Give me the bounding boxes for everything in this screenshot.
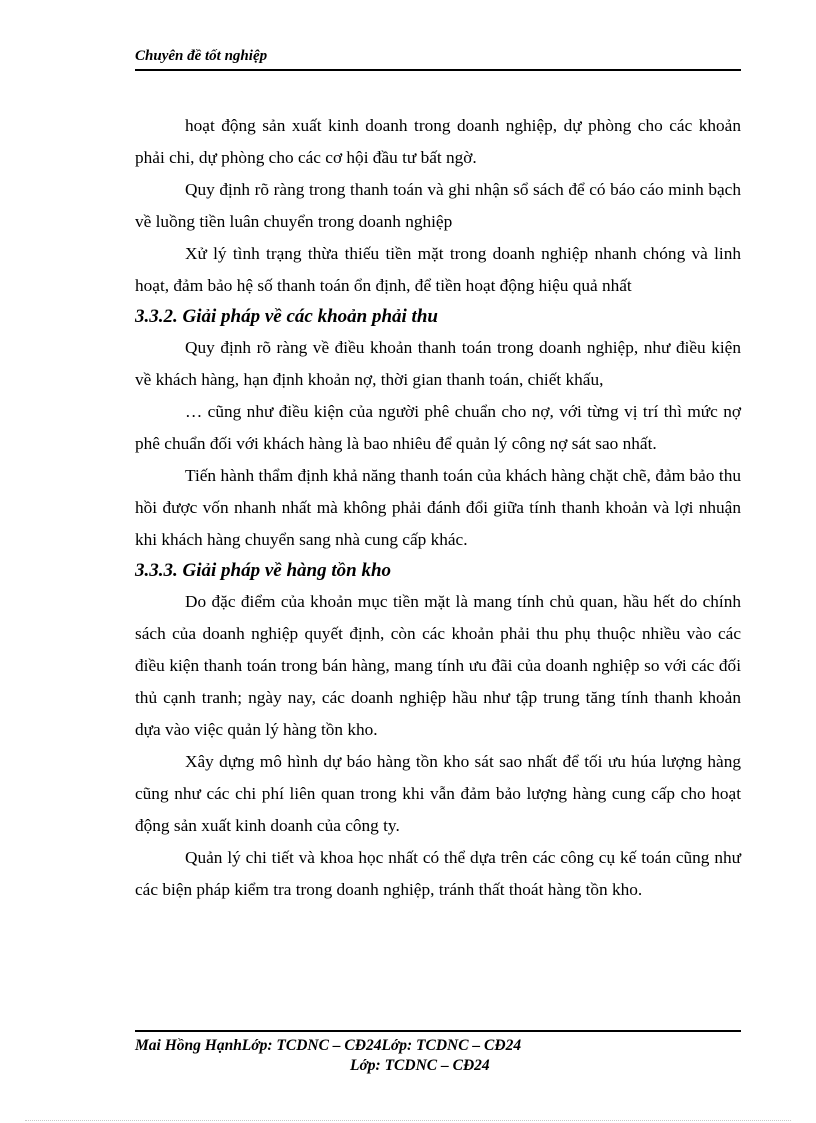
paragraph-6: Do đặc điểm của khoản mục tiền mặt là mang tính chủ quan, hầu hết do chính sách của doanh nghiệp quyết định, còn các khoản phải thu phụ thuộc nhiều vào các điều kiện thanh toán trong bán hàng, mang tính ưu đãi của doanh nghiệp so với các đối thủ cạnh tranh; ngày nay, các doanh nghiệp hầu như tập trung tăng tính thanh khoản dựa vào việc quản lý hàng tồn kho. [135,592,741,739]
paragraph-8: Quản lý chi tiết và khoa học nhất có thể dựa trên các công cụ kế toán cũng như các biện pháp kiểm tra trong doanh nghiệp, tránh thất thoát hàng tồn kho. [135,848,741,899]
footer-class: Lớp: TCDNC – CĐ24 [350,1057,490,1074]
paragraph-2: Quy định rõ ràng trong thanh toán và ghi nhận sổ sách để có báo cáo minh bạch về luồng tiền luân chuyển trong doanh nghiệp [135,180,741,231]
section-heading-inventory: 3.3.3. Giải pháp về hàng tồn kho [135,560,392,581]
paragraph-3: Xử lý tình trạng thừa thiếu tiền mặt trong doanh nghiệp nhanh chóng và linh hoạt, đảm bảo hệ số thanh toán ổn định, để tiền hoạt động hiệu quả nhất [135,244,741,295]
paragraph-4a: Quy định rõ ràng về điều khoản thanh toán trong doanh nghiệp, như điều kiện về khách hàng, hạn định khoản nợ, thời gian thanh toán, chiết khấu, [135,338,741,389]
paragraph-4b: … cũng như điều kiện của người phê chuẩn cho nợ, với từng vị trí thì mức nợ phê chuẩn đối với khách hàng là bao nhiêu để quản lý công nợ sát sao nhất. [135,402,741,453]
section-heading-receivables: 3.3.2. Giải pháp về các khoản phải thu [135,306,438,327]
header-rule [135,69,741,71]
running-header: Chuyên đề tốt nghiệp [135,48,268,64]
footer-author-class: Mai Hồng HạnhLớp: TCDNC – CĐ24Lớp: TCDNC – CĐ24 [135,1037,522,1054]
page-edge-dots [25,1120,791,1121]
paragraph-5: Tiến hành thẩm định khả năng thanh toán của khách hàng chặt chẽ, đảm bảo thu hồi được vốn nhanh nhất mà không phải đánh đổi giữa tính thanh khoản và lợi nhuận khi khách hàng chuyển sang nhà cung cấp khác. [135,466,741,549]
paragraph-1: hoạt động sản xuất kinh doanh trong doanh nghiệp, dự phòng cho các khoản phải chi, dự phòng cho các cơ hội đầu tư bất ngờ. [135,116,741,167]
paragraph-7: Xây dựng mô hình dự báo hàng tồn kho sát sao nhất để tối ưu húa lượng hàng cũng như các chi phí liên quan trong khi vẫn đảm bảo lượng hàng cung cấp cho hoạt động sản xuất kinh doanh của công ty. [135,752,741,835]
page-body [135,110,741,906]
footer-rule [135,1030,741,1032]
